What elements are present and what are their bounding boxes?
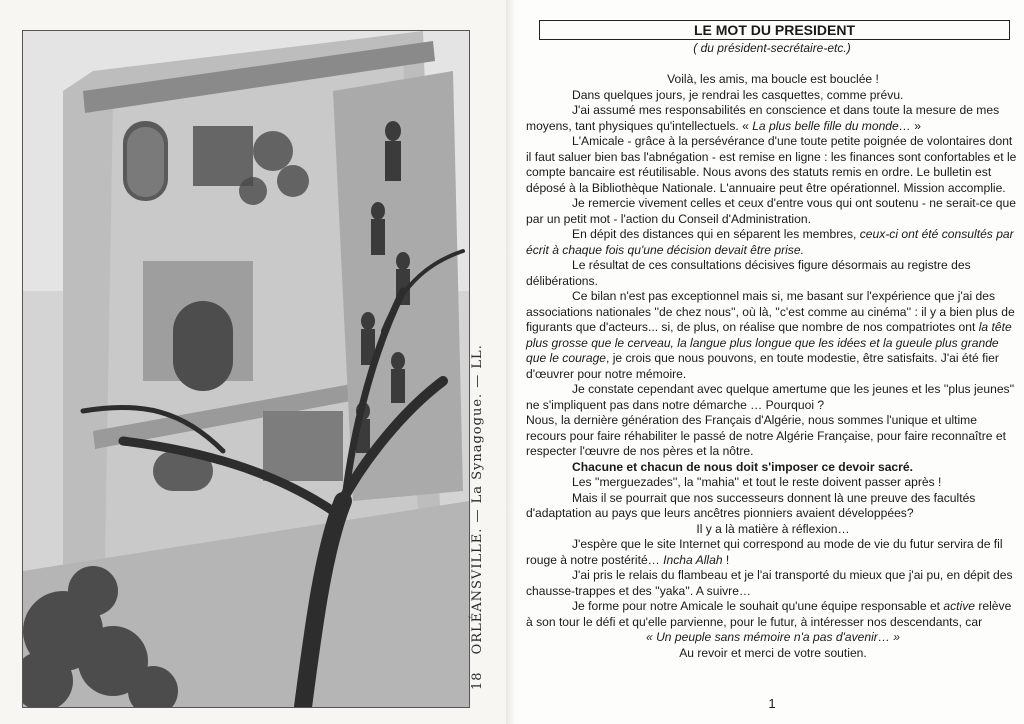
paragraph-text: relève à son tour le défi et qu'elle parvienne, pour le futur, à intéresser nos descendants, car [526,599,1012,629]
paragraph [526,630,1020,646]
paragraph: Dans quelques jours, je rendrai les casquettes, comme prévu. [572,87,904,102]
paragraph: Je constate cependant avec quelque amertume que les jeunes et les ''plus jeunes'' ne s'impliquent pas dans notre démarche … Pourquoi ? [526,382,1015,412]
page-title: LE MOT DU PRESIDENT [539,20,1010,40]
paragraph-text: En dépit des distances qui en séparent les membres, [572,227,860,241]
caption-place: ORLÉANSVILLE. — La Synagogue. — LL. [470,344,485,655]
emphasis-text: Incha Allah [663,552,723,567]
paragraph-text: J'ai assumé mes responsabilités en conscience et dans toute la mesure de mes moyens, tant physiques qu'intellectuels. « [526,103,1000,133]
paragraph-bold: Chacune et chacun de nous doit s'imposer ce devoir sacré. [572,459,913,474]
paragraph [526,537,1020,568]
right-page [520,0,1024,724]
synagogue-photo [22,30,470,708]
paragraph: Le résultat de ces consultations décisives figure désormais au registre des délibérations. [526,258,971,288]
paragraph: Je remercie vivement celles et ceux d'entre vous qui ont soutenu - ne serait-ce que par un petit mot - l'action du Conseil d'Administration. [526,196,1016,226]
paragraph-text: ! [722,552,730,567]
paragraph: Les ''merguezades'', la ''mahia'' et tout le reste doivent passer après ! [572,475,942,489]
paragraph: Il y a là matière à réflexion… [696,521,850,536]
emphasis-text: la tête plus grosse que le cerveau, la langue plus longue que les idées et la gueule plus grande que le courage [526,320,1012,365]
paragraph [526,289,1020,382]
paragraph: L'Amicale - grâce à la persévérance d'une toute petite poignée de volontaires dont il faut saluer bien bas l'abnégation - est remise en ligne : les finances sont confortables et le compte bancaire est réutilisable. Nous avons des statuts remis en ordre. Le bulletin est déposé à la Bibliothèque Nationale. L'annuaire peut être opérationnel. Mission accomplie. [526,134,1017,195]
paragraph: Au revoir et merci de votre soutien. [679,645,867,660]
book-gutter [506,0,520,724]
paragraph-text: » [910,118,921,133]
paragraph-text: Je forme pour notre Amicale le souhait qu'une équipe responsable et [572,599,944,613]
paragraph [526,599,1020,630]
paragraph-text: , je crois que nous pouvons, en toute modestie, être satisfaits. J'ai été fier d'œuvrer pour notre mémoire. [526,351,999,381]
page-subtitle: ( du président-secrétaire-etc.) [693,41,851,55]
caption-number: 18 [470,671,485,690]
paragraph: J'ai pris le relais du flambeau et je l'ai transporté du mieux que j'ai pu, en dépit des chausse-trappes et des ''yaka''. A suivre… [526,568,1013,598]
paragraph-text: Ce bilan n'est pas exceptionnel mais si, me basant sur l'expérience que j'ai des associations nationales ''de chez nous'', où là, ''c'est comme au cinéma'' : il y a bien plus de figurants que d'acteurs... si, de plus, on réalise que nombre de nos compatriotes ont [526,289,1015,334]
emphasis-text: active [943,599,975,613]
quote-text: La plus belle fille du monde… [752,118,911,133]
photo-caption [470,344,485,690]
paragraph: Mais il se pourrait que nos successeurs donnent là une preuve des facultés d'adaptation au pays que leurs ancêtres pionniers avaient développées? [526,490,976,520]
photo-illustration [23,31,469,707]
paragraph-text: J'espère que le site Internet qui correspond au mode de vie du futur servira de fil rouge à notre postérité… [526,537,1003,567]
paragraph: Voilà, les amis, ma boucle est bouclée ! [667,72,879,86]
paragraph: Nous, la dernière génération des Français d'Algérie, nous sommes l'unique et ultime recours pour faire réhabiliter le passé de notre Algérie Française, pour faire reconnaître et respecter l'œuvre de nos pères et la nôtre. [526,413,1006,458]
paragraph [526,103,1020,134]
page-number: 1 [768,696,776,711]
paragraph [526,227,1020,258]
emphasis-text: ceux-ci ont été consultés par écrit à chaque fois qu'une décision devait être prise. [526,227,1014,257]
article-body [526,72,1020,661]
closing-quote: « Un peuple sans mémoire n'a pas d'avenir… » [645,630,901,644]
